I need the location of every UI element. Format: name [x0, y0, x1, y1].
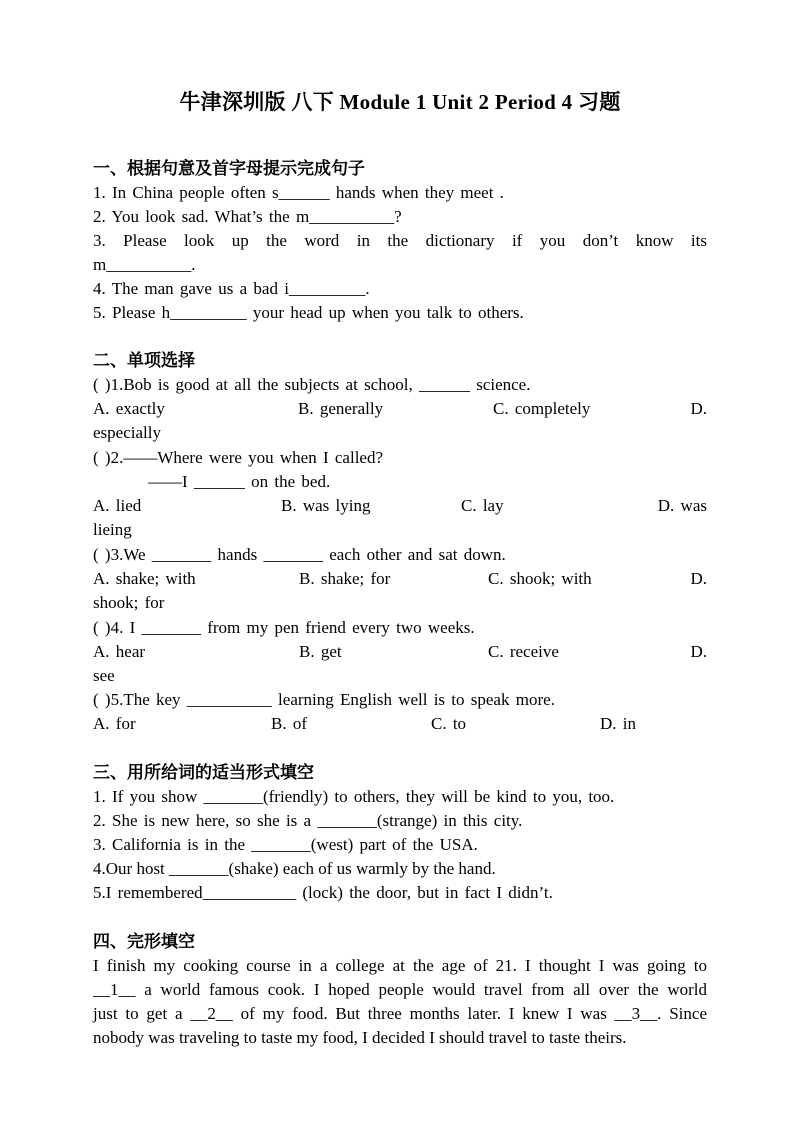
option-b: B. was lying [281, 496, 371, 515]
section1-heading: 一、根据句意及首字母提示完成句子 [93, 159, 365, 179]
option-c: C. lay [461, 496, 504, 515]
section3-line-5: 5.I remembered___________ (lock) the door, but in fact I didn’t. [93, 883, 553, 902]
question-5-stem: ( )5.The key __________ learning English well is to speak more. [93, 690, 555, 709]
option-a: A. exactly [93, 399, 165, 418]
section1-line-2: 2. You look sad. What’s the m__________? [93, 207, 402, 226]
question-3-option-d-wrap: shook; for [93, 593, 165, 612]
question-2-stem: ( )2.——Where were you when I called? [93, 448, 384, 467]
option-a: A. lied [93, 496, 142, 515]
question-3-stem: ( )3.We _______ hands _______ each other and sat down. [93, 545, 506, 564]
question-1-option-d-wrap: especially [93, 423, 161, 442]
passage-line-2: __1__ a world famous cook. I hoped people would travel from all over the world [93, 980, 707, 999]
section1-line-3: 3. Please look up the word in the dictionary if you don’t know its [93, 231, 707, 250]
option-a: A. for [93, 714, 136, 733]
question-4-stem: ( )4. I _______ from my pen friend every two weeks. [93, 618, 475, 637]
passage-line-3: just to get a __2__ of my food. But three months later. I knew I was __3__. Since [93, 1004, 707, 1023]
section1-line-4: 4. The man gave us a bad i_________. [93, 279, 370, 298]
option-b: B. shake; for [299, 569, 391, 588]
section2-heading: 二、单项选择 [93, 351, 195, 371]
question-4-options [93, 640, 707, 664]
option-b: B. get [299, 642, 342, 661]
option-c: C. to [431, 714, 467, 733]
option-a: A. shake; with [93, 569, 196, 588]
question-1-stem: ( )1.Bob is good at all the subjects at school, ______ science. [93, 375, 531, 394]
option-c: C. receive [488, 642, 559, 661]
section1-line-1: 1. In China people often s______ hands when they meet . [93, 183, 504, 202]
question-1-options [93, 397, 707, 421]
section4-heading: 四、完形填空 [93, 932, 195, 952]
option-d: D. [690, 569, 707, 588]
option-b: B. generally [298, 399, 384, 418]
option-d: D. in [600, 714, 636, 733]
passage-line-1: I finish my cooking course in a college at the age of 21. I thought I was going to [93, 956, 707, 975]
question-4-option-d-wrap: see [93, 666, 115, 685]
option-b: B. of [271, 714, 307, 733]
option-a: A. hear [93, 642, 146, 661]
passage-line-4: nobody was traveling to taste my food, I decided I should travel to taste theirs. [93, 1028, 627, 1047]
question-2-stem-reply: ——I ______ on the bed. [148, 472, 331, 491]
question-5-options [93, 712, 707, 736]
page-title: 牛津深圳版 八下 Module 1 Unit 2 Period 4 习题 [179, 90, 621, 114]
option-c: C. completely [493, 399, 591, 418]
question-2-option-d-wrap: lieing [93, 520, 132, 539]
section3-line-1: 1. If you show _______(friendly) to others, they will be kind to you, too. [93, 787, 615, 806]
section1-line-5: 5. Please h_________ your head up when you talk to others. [93, 303, 524, 322]
section1-line-3-wrap: m__________. [93, 255, 196, 274]
option-d: D. [690, 642, 707, 661]
section3-line-2: 2. She is new here, so she is a _______(strange) in this city. [93, 811, 523, 830]
option-c: C. shook; with [488, 569, 592, 588]
option-d: D. was [657, 496, 707, 515]
section3-line-4: 4.Our host _______(shake) each of us warmly by the hand. [93, 859, 496, 878]
section3-heading: 三、用所给词的适当形式填空 [93, 763, 314, 783]
question-2-options [93, 494, 707, 518]
option-d: D. [690, 399, 707, 418]
question-3-options [93, 567, 707, 591]
section3-line-3: 3. California is in the _______(west) part of the USA. [93, 835, 478, 854]
